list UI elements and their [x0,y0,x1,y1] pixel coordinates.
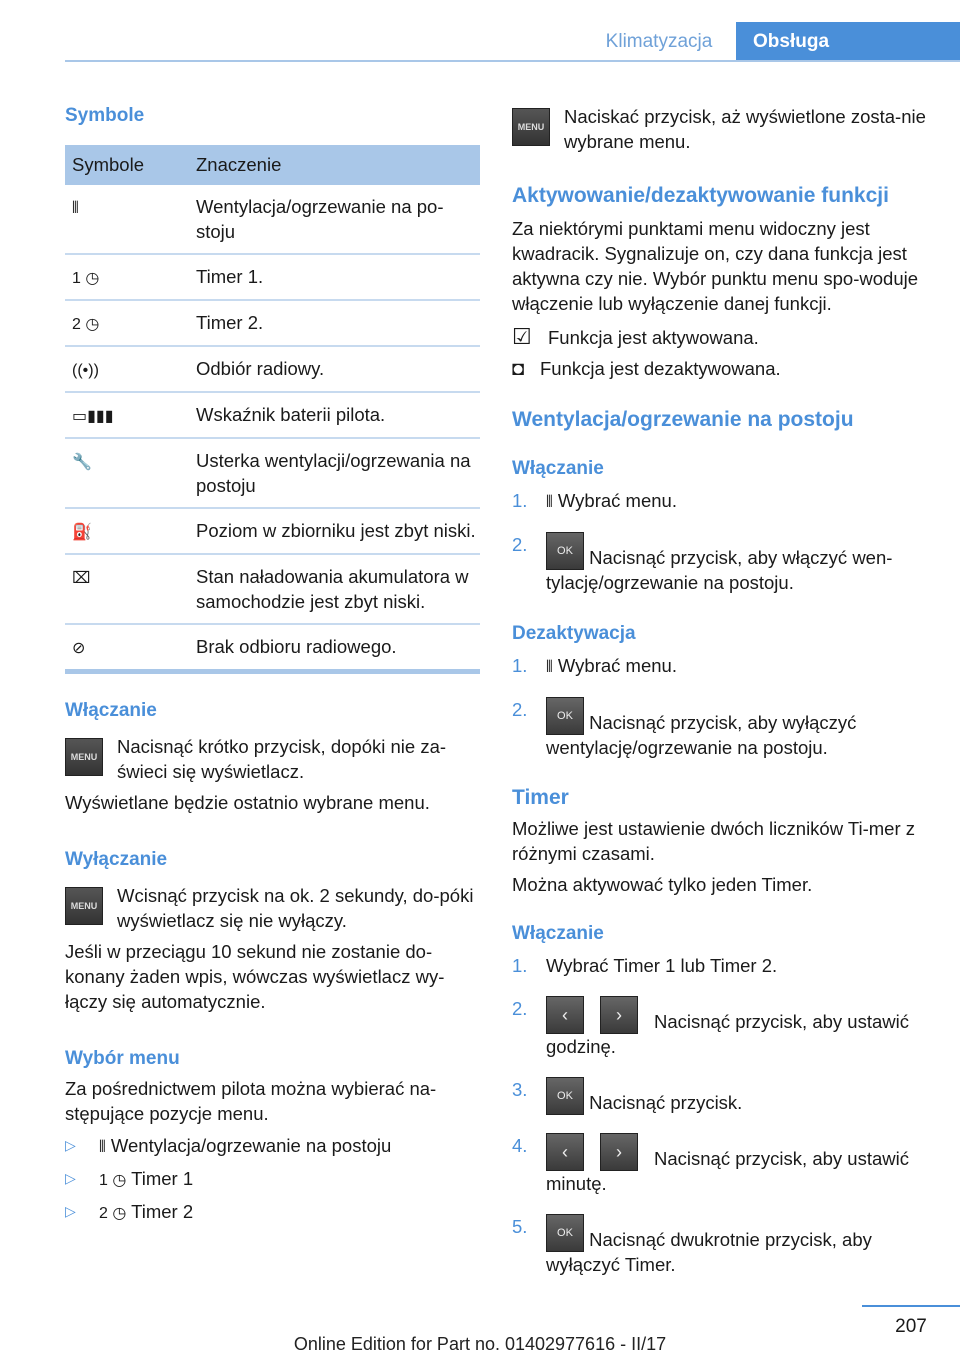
activate-text: Za niektórymi punktami menu widoczny jest kwadracik. Sygnalizuje on, czy dana funkcja jest aktywna czy nie. Wybór punktu menu spo-woduje włączenie lub wyłączenie danej funkcji. [512,218,919,314]
header-tab-obsluga[interactable]: Obsługa [736,22,960,62]
inactive-text: Funkcja jest dezaktywowana. [540,358,781,379]
list-item [512,1133,927,1196]
timer-2-icon: 2 ◷ [72,316,100,333]
step-text: Wybrać menu. [557,655,677,676]
row-text: Stan naładowania akumulatora w samochodzie jest zbyt niski. [189,554,480,624]
step-number: 3. [512,1079,528,1100]
row-text: Brak odbioru radiowego. [189,624,480,672]
row-text: Wentylacja/ogrzewanie na po-stoju [189,185,480,254]
table-header-meaning: Znaczenie [189,145,480,185]
radio-reception-icon: ((•)) [72,362,99,379]
table-header-symbol: Symbole [65,145,189,185]
step-number: 1. [512,955,528,976]
triangle-bullet-icon: ▷ [65,1170,76,1186]
menu-press-text: Naciskać przycisk, aż wyświetlone zosta-nie wybrane menu. [564,106,926,152]
heater-icon: ⫴ [546,494,553,511]
step-text: Nacisnąć przycisk, aby ustawić godzinę. [546,1011,909,1057]
checkbox-checked-icon: ☑ [512,324,532,349]
menu-button-icon: MENU [65,738,103,776]
ok-button-icon: OK [546,1077,584,1115]
timer-title: Timer [512,786,569,809]
heater-icon: ⫴ [546,659,553,676]
triangle-bullet-icon: ▷ [65,1203,76,1219]
step-text: Wybrać menu. [557,490,677,511]
symbols-table [65,145,480,674]
step-number: 2. [512,699,528,720]
table-row [65,185,480,254]
list-item [512,1077,927,1115]
step-text: Nacisnąć przycisk, aby wyłączyć wentylację/ogrzewanie na postoju. [546,712,857,758]
list-item [512,996,927,1059]
symbols-title: Symbole [65,105,145,126]
checkbox-empty-icon: ◘ [512,358,525,380]
fuel-pump-icon: ⛽ [72,524,92,541]
step-text: Wybrać Timer 1 lub Timer 2. [546,955,778,976]
timer-on-title: Włączanie [512,923,604,944]
timer-text-1: Możliwe jest ustawienie dwóch liczników Ti-mer z różnymi czasami. [512,818,916,864]
menu-button-icon: MENU [65,887,103,925]
wrench-icon: 🔧 [72,454,92,471]
step-text: Nacisnąć przycisk, aby ustawić minutę. [546,1148,909,1194]
row-text: Timer 1. [189,254,480,300]
step-number: 1. [512,490,528,511]
footer-edition: Online Edition for Part no. 01402977616 - II/17 [293,1334,667,1354]
battery-icon: ▭▮▮▮ [72,408,114,425]
list-item [65,1133,480,1159]
ok-button-icon: OK [546,532,584,570]
menu-title: Wybór menu [65,1048,180,1069]
row-text: Usterka wentylacji/ogrzewania na postoju [189,438,480,508]
table-row [65,554,480,624]
arrow-right-button-icon: › [600,996,638,1034]
header-tab-klimatyzacja[interactable]: Klimatyzacja [605,31,713,52]
step-text: Nacisnąć przycisk. [589,1092,743,1113]
table-row [65,392,480,438]
switch-off-note: Jeśli w przeciągu 10 sekund nie zostanie do-konany żaden wpis, wówczas wyświetlacz wy-łączy się automatycznie. [65,941,445,1012]
switch-on-note: Wyświetlane będzie ostatnio wybrane menu. [65,792,430,813]
row-text: Odbiór radiowy. [189,346,480,392]
timer-2-icon: 2 ◷ [99,1205,127,1222]
left-column [65,100,480,1225]
off-title: Dezaktywacja [512,623,636,644]
menu-item-label: Timer 1 [131,1168,194,1189]
menu-text: Za pośrednictwem pilota można wybierać na-stępujące pozycje menu. [65,1078,437,1124]
step-number: 2. [512,998,528,1019]
table-row [65,624,480,672]
header-rule [65,60,960,62]
list-item [512,1214,927,1277]
activate-title: Aktywowanie/dezaktywowanie funkcji [512,184,889,207]
table-row [65,300,480,346]
step-number: 5. [512,1216,528,1237]
arrow-left-button-icon: ‹ [546,996,584,1034]
table-row [65,254,480,300]
triangle-bullet-icon: ▷ [65,1137,76,1153]
arrow-right-button-icon: › [600,1133,638,1171]
list-item [512,953,927,978]
step-number: 4. [512,1135,528,1156]
table-row [65,508,480,554]
table-row [65,438,480,508]
heater-icon: ⫴ [99,1139,106,1156]
active-text: Funkcja jest aktywowana. [548,327,759,348]
row-text: Timer 2. [189,300,480,346]
list-item [512,532,927,595]
footer-rule [862,1305,960,1307]
heater-icon: ⫴ [72,200,79,217]
switch-off-title: Wyłączanie [65,849,168,870]
timer-text-2: Można aktywować tylko jeden Timer. [512,874,813,895]
switch-on-title: Włączanie [65,700,157,721]
list-item [512,488,927,514]
step-number: 1. [512,655,528,676]
menu-item-label: Timer 2 [131,1201,194,1222]
arrow-left-button-icon: ‹ [546,1133,584,1171]
table-row [65,346,480,392]
list-item [65,1199,480,1225]
car-battery-icon: ⌧ [72,570,91,587]
ok-button-icon: OK [546,1214,584,1252]
timer-1-icon: 1 ◷ [72,270,100,287]
page-number: 207 [895,1316,927,1337]
switch-on-text: Nacisnąć krótko przycisk, dopóki nie za-świeci się wyświetlacz. [117,736,447,782]
step-text: Nacisnąć dwukrotnie przycisk, aby wyłączyć Timer. [546,1229,872,1275]
right-column [512,100,927,1277]
step-number: 2. [512,534,528,555]
row-text: Poziom w zbiorniku jest zbyt niski. [189,508,480,554]
step-text: Nacisnąć przycisk, aby włączyć wen-tylację/ogrzewanie na postoju. [546,547,893,593]
on-title: Włączanie [512,458,604,479]
no-radio-reception-icon: ⊘ [72,640,86,657]
list-item [512,653,927,679]
switch-off-text: Wcisnąć przycisk na ok. 2 sekundy, do-póki wyświetlacz się nie wyłączy. [117,885,474,931]
list-item [65,1166,480,1192]
row-text: Wskaźnik baterii pilota. [189,392,480,438]
menu-item-label: Wentylacja/ogrzewanie na postoju [110,1135,392,1156]
list-item [512,697,927,760]
menu-button-icon: MENU [512,108,550,146]
ok-button-icon: OK [546,697,584,735]
heating-title: Wentylacja/ogrzewanie na postoju [512,408,854,431]
timer-1-icon: 1 ◷ [99,1172,127,1189]
